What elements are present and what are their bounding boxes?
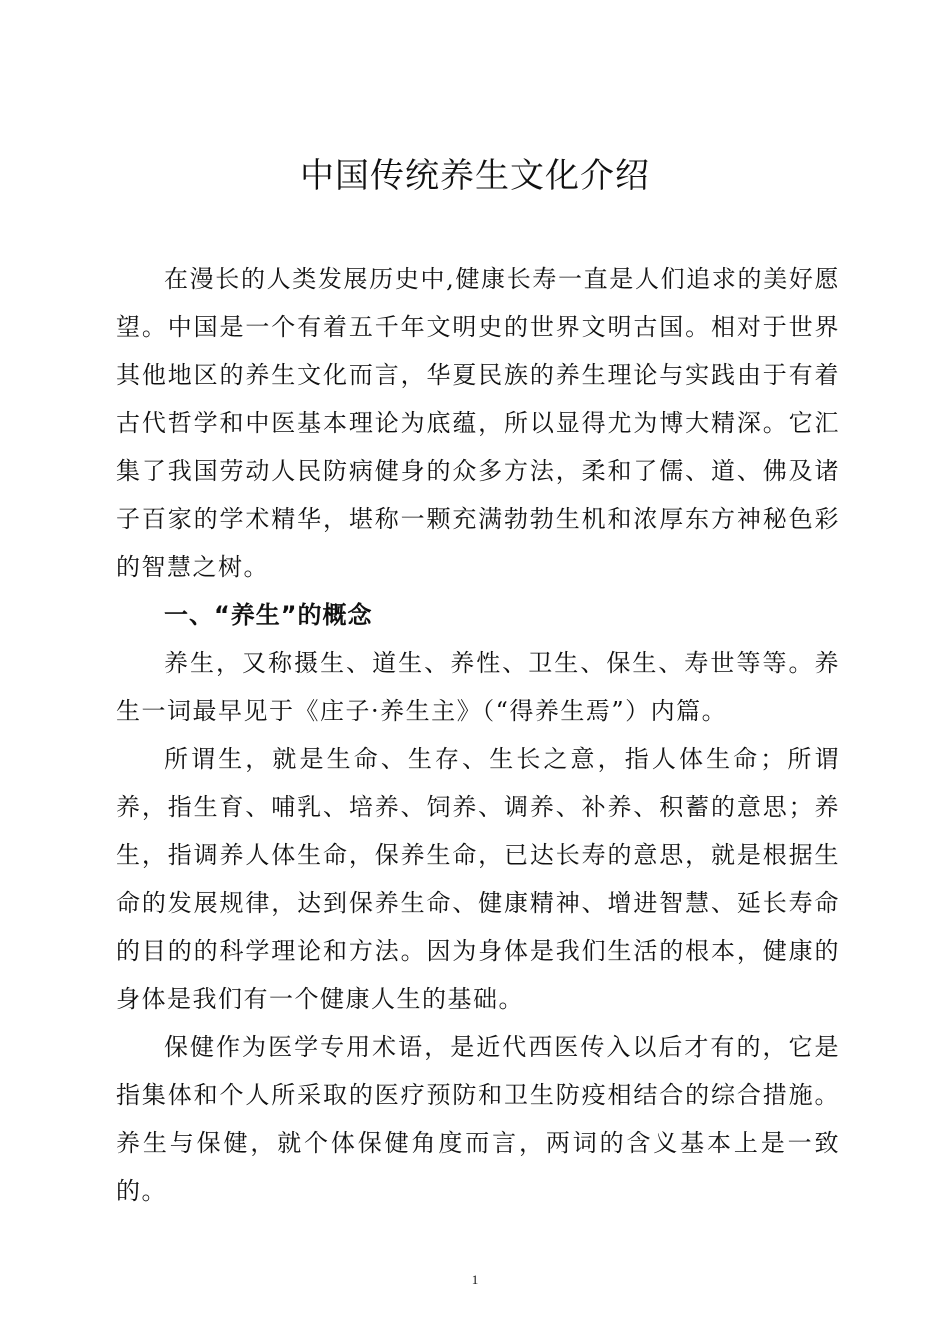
document-body — [116, 255, 840, 1215]
section-paragraph: 所谓生，就是生命、生存、生长之意，指人体生命；所谓养，指生育、哺乳、培养、饲养、调养、补养、积蓄的意思；养生，指调养人体生命，保养生命，已达长寿的意思，就是根据生命的发展规律，达到保养生命、健康精神、增进智慧、延长寿命的目的的科学理论和方法。因为身体是我们生活的根本，健康的身体是我们有一个健康人生的基础。 — [116, 745, 840, 1013]
section-paragraph: 保健作为医学专用术语，是近代西医传入以后才有的，它是指集体和个人所采取的医疗预防和卫生防疫相结合的综合措施。养生与保健，就个体保健角度而言，两词的含义基本上是一致的。 — [116, 1033, 840, 1205]
section-paragraph: 养生，又称摄生、道生、养性、卫生、保生、寿世等等。养生一词最早见于《庄子·养生主》（“得养生焉”）内篇。 — [116, 649, 840, 725]
section-heading: 一、“养生”的概念 — [164, 601, 373, 629]
intro-paragraph: 在漫长的人类发展历史中,健康长寿一直是人们追求的美好愿望。中国是一个有着五千年文明史的世界文明古国。相对于世界其他地区的养生文化而言，华夏民族的养生理论与实践由于有着古代哲学和中医基本理论为底蕴，所以显得尤为博大精深。它汇集了我国劳动人民防病健身的众多方法，柔和了儒、道、佛及诸子百家的学术精华，堪称一颗充满勃勃生机和浓厚东方神秘色彩的智慧之树。 — [116, 265, 840, 581]
page-number: 1 — [471, 1272, 479, 1287]
page-title: 中国传统养生文化介绍 — [300, 156, 650, 196]
